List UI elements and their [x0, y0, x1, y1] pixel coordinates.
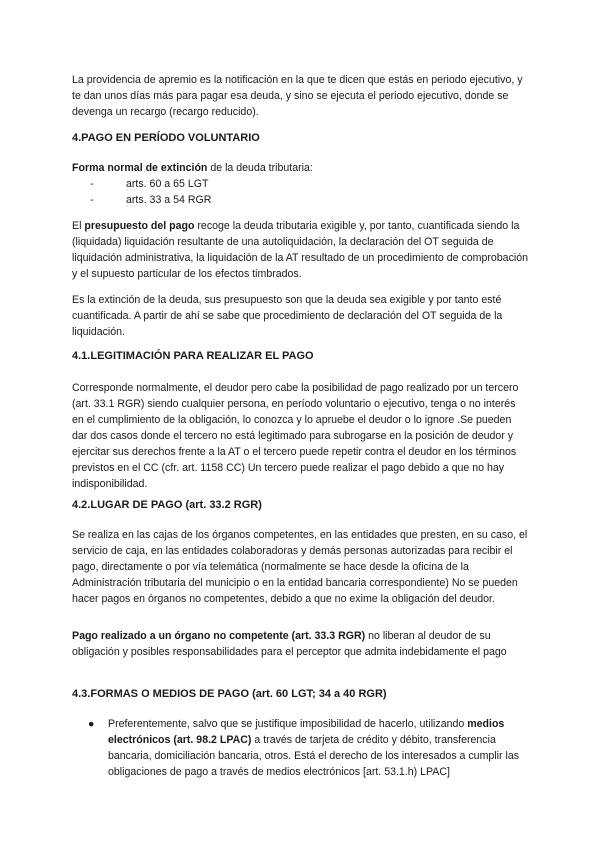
list-item	[72, 716, 528, 780]
bullet-rest: a través de tarjeta de crédito y débito, transferencia bancaria, domiciliación bancaria, otros. Está el derecho de los interesados a cumplir las obligaciones de pago a través de medios electrónicos [art. 53.1.h) LPAC]	[108, 734, 520, 778]
list-marker: -	[90, 194, 94, 206]
pago-organo-bold: Pago realizado a un órgano no competente (art. 33.3 RGR)	[72, 630, 366, 642]
section-4-1-heading: 4.1.LEGITIMACIÓN PARA REALIZAR EL PAGO	[72, 350, 314, 362]
list-item-text: arts. 60 a 65 LGT	[126, 178, 209, 190]
forma-bold: Forma normal de extinción	[72, 162, 208, 174]
section-4-heading: 4.PAGO EN PERÍODO VOLUNTARIO	[72, 132, 260, 144]
forma-block	[72, 160, 528, 208]
extincion-paragraph: Es la extinción de la deuda, sus presupuesto son que la deuda sea exigible y por tanto esté cuantificada. A partir de ahí se sabe que procedimiento de declaración del OT seguida de la liquidación.	[72, 294, 503, 338]
intro-paragraph: La providencia de apremio es la notificación en la que te dicen que estás en periodo ejecutivo, y te dan unos días más para pagar esa deuda, y sino se ejecuta el periodo ejecutivo, donde se devenga un recargo (recargo reducido).	[72, 74, 523, 118]
pago-organo-paragraph	[72, 628, 528, 660]
pago-organo-rest: no liberan al deudor de su obligación y posibles responsabilidades para el perceptor que admita indebidamente el pago	[72, 630, 507, 658]
presupuesto-prefix: El	[72, 220, 85, 232]
presupuesto-paragraph	[72, 218, 528, 282]
forma-paragraph	[72, 160, 528, 176]
list-marker: -	[90, 178, 94, 190]
list-item	[90, 176, 528, 192]
articles-list	[72, 176, 528, 208]
presupuesto-bold: presupuesto del pago	[84, 220, 195, 232]
legitimacion-paragraph: Corresponde normalmente, el deudor pero cabe la posibilidad de pago realizado por un tercero (art. 33.1 RGR) siendo cualquier persona, en período voluntario o ejecutivo, tenga o no interés en el cumplimiento de la obligación, lo conozca y lo apruebe el deudor o lo ignore .Se pueden dar dos casos donde el tercero no está legitimado para subrogarse en la posición de deudor y ejercitar sus derechos frente a la AT o el tercero puede repetir contra el deudor en los términos previstos en el CC (cfr. art. 1158 CC) Un tercero puede realizar el pago debido a que no hay indisponibilidad.	[72, 382, 519, 490]
section-4-3-heading: 4.3.FORMAS O MEDIOS DE PAGO (art. 60 LGT; 34 a 40 RGR)	[72, 688, 387, 700]
forma-rest: de la deuda tributaria:	[207, 162, 313, 174]
lugar-paragraph: Se realiza en las cajas de los órganos competentes, en las entidades que presten, en su caso, el servicio de caja, en las entidades colaboradoras y demás personas autorizadas para recibir el pago, directamente o por vía telemática (normalmente se hace desde la oficina de la Administración tributaria del municipio o en la entidad bancaria correspondiente) No se pueden hacer pagos en órganos no competentes, debido a que no exime la obligación del deudor.	[72, 529, 528, 605]
bullet-bold: medios electrónicos (art. 98.2 LPAC)	[108, 718, 505, 746]
medios-block	[72, 716, 528, 780]
section-4-2-heading: 4.2.LUGAR DE PAGO (art. 33.2 RGR)	[72, 499, 262, 511]
medios-list	[72, 716, 528, 780]
list-item	[90, 192, 528, 208]
bullet-marker: ●	[88, 718, 95, 730]
presupuesto-rest: recoge la deuda tributaria exigible y, por tanto, cuantificada siendo la (liquidada) liquidación resultante de una autoliquidación, la declaración del OT seguida de liquidación administrativa, la liquidación de la AT resultado de un procedimiento de comprobación y el supuesto particular de los efectos timbrados.	[72, 220, 529, 280]
bullet-prefix: Preferentemente, salvo que se justifique imposibilidad de hacerlo, utilizando	[108, 718, 468, 730]
list-item-text: arts. 33 a 54 RGR	[126, 194, 212, 206]
